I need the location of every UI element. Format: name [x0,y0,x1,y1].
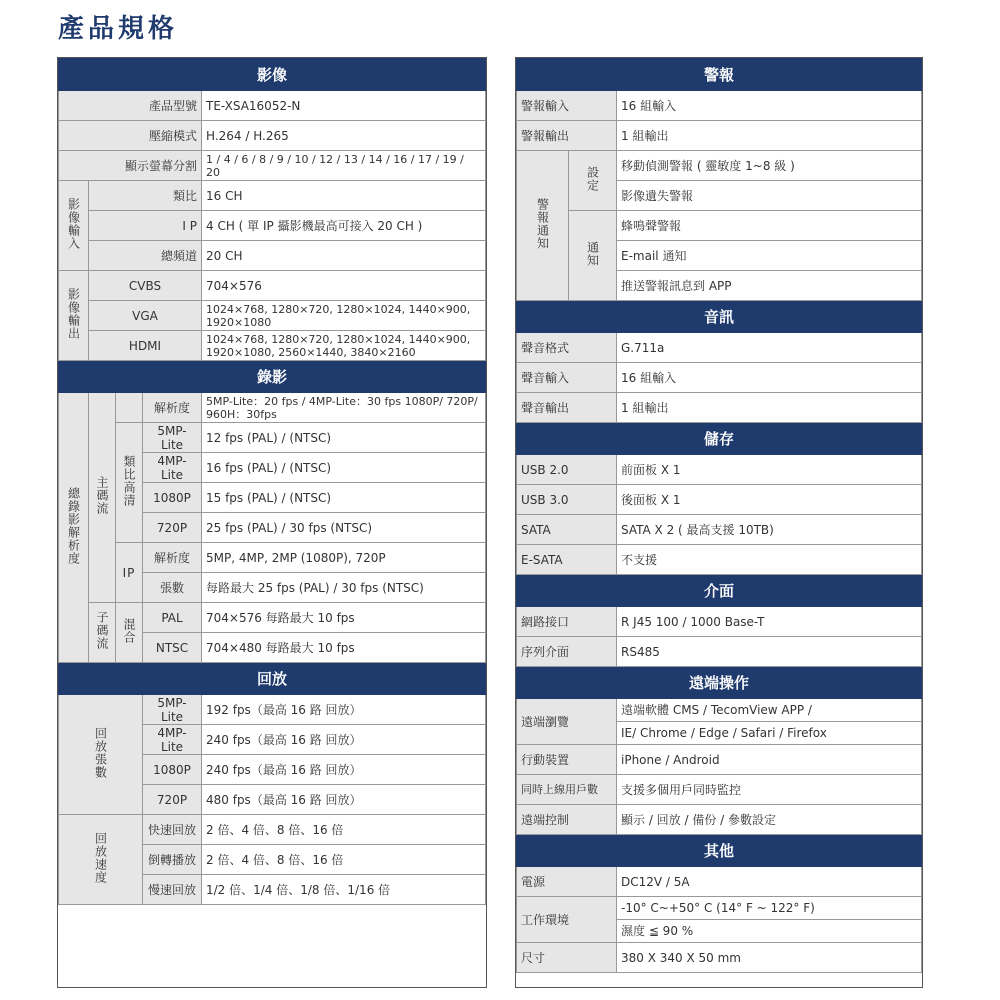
section-header-storage: 儲存 [517,423,922,455]
spec-value: 1 / 4 / 6 / 8 / 9 / 10 / 12 / 13 / 14 / 16 / 17 / 19 / 20 [202,151,486,181]
group-label-video-input: 影像輸入 [59,181,89,271]
spec-label: 4MP-Lite [143,725,202,755]
spec-value: 遠端軟體 CMS / TecomView APP / [617,699,922,722]
spec-value: 704×576 每路最大 10 fps [202,603,486,633]
spec-value: 濕度 ≦ 90 % [617,920,922,943]
spec-label: 類比 [89,181,202,211]
spec-label: VGA [89,301,202,331]
spec-value: 380 X 340 X 50 mm [617,943,922,973]
spec-label: 警報輸出 [517,121,617,151]
spec-value: 1/2 倍、1/4 倍、1/8 倍、1/16 倍 [202,875,486,905]
spec-label: CVBS [89,271,202,301]
group-label-playback-speed: 回放速度 [59,815,143,905]
section-header-record: 錄影 [59,361,486,393]
group-label-ip: IP [116,543,143,603]
spec-label: 4MP-Lite [143,453,202,483]
spec-value: 12 fps (PAL) / (NTSC) [202,423,486,453]
spec-label: 行動裝置 [517,745,617,775]
group-label-sub-stream: 子碼流 [89,603,116,663]
spec-label: USB 3.0 [517,485,617,515]
section-header-alarm: 警報 [517,59,922,91]
spec-value: IE/ Chrome / Edge / Safari / Firefox [617,722,922,745]
spec-value: SATA X 2 ( 最高支援 10TB) [617,515,922,545]
spec-label: 網路接口 [517,607,617,637]
page-title: 產品規格 [58,14,179,44]
spec-label: 遠端瀏覽 [517,699,617,745]
spec-label: 1080P [143,755,202,785]
spec-value: 240 fps（最高 16 路 回放） [202,755,486,785]
spec-value: R J45 100 / 1000 Base-T [617,607,922,637]
spec-label: 慢速回放 [143,875,202,905]
group-label-video-output: 影像輸出 [59,271,89,361]
spec-value: 前面板 X 1 [617,455,922,485]
left-spec-table [57,57,487,988]
spec-value: 25 fps (PAL) / 30 fps (NTSC) [202,513,486,543]
section-header-interface: 介面 [517,575,922,607]
spec-label: 工作環境 [517,897,617,943]
spec-label: 警報輸入 [517,91,617,121]
spec-value: iPhone / Android [617,745,922,775]
spec-label: 顯示螢幕分割 [59,151,202,181]
group-label-main-stream: 主碼流 [89,393,116,603]
spec-value: 16 CH [202,181,486,211]
group-label-setting: 設定 [569,151,617,211]
spec-value: 後面板 X 1 [617,485,922,515]
spec-value: 1 組輸出 [617,393,922,423]
spec-value: 1024×768, 1280×720, 1280×1024, 1440×900, 1920×1080, 2560×1440, 3840×2160 [202,331,486,361]
spec-value: 每路最大 25 fps (PAL) / 30 fps (NTSC) [202,573,486,603]
spec-value: 1 組輸出 [617,121,922,151]
spec-value: TE-XSA16052-N [202,91,486,121]
spec-value: 5MP, 4MP, 2MP (1080P), 720P [202,543,486,573]
spec-label: 720P [143,785,202,815]
spec-value: DC12V / 5A [617,867,922,897]
spec-label: HDMI [89,331,202,361]
spec-value: 支援多個用戶同時監控 [617,775,922,805]
spec-value: E-mail 通知 [617,241,922,271]
group-label-alarm-notify: 警報通知 [517,151,569,301]
section-header-other: 其他 [517,835,922,867]
group-label-notify: 通知 [569,211,617,301]
spec-label: PAL [143,603,202,633]
spec-value: 1024×768, 1280×720, 1280×1024, 1440×900, 1920×1080 [202,301,486,331]
spec-label: 遠端控制 [517,805,617,835]
spec-label: 倒轉播放 [143,845,202,875]
spec-value: 2 倍、4 倍、8 倍、16 倍 [202,815,486,845]
group-label-mixed: 混合 [116,603,143,663]
spec-value: 704×480 每路最大 10 fps [202,633,486,663]
spec-label: 聲音輸出 [517,393,617,423]
spec-value: 192 fps（最高 16 路 回放） [202,695,486,725]
spec-value: 4 CH ( 單 IP 攝影機最高可接入 20 CH ) [202,211,486,241]
spec-label: 電源 [517,867,617,897]
group-label-analog-hd: 類比高清 [116,423,143,543]
spec-label: 張數 [143,573,202,603]
spec-label: 5MP-Lite [143,423,202,453]
spec-value: 顯示 / 回放 / 備份 / 參數設定 [617,805,922,835]
spec-label: 快速回放 [143,815,202,845]
group-label-record-resolution: 總錄影解析度 [59,393,89,663]
spec-value: 2 倍、4 倍、8 倍、16 倍 [202,845,486,875]
spec-label: 總頻道 [89,241,202,271]
spec-label: USB 2.0 [517,455,617,485]
spec-value: 5MP-Lite：20 fps / 4MP-Lite：30 fps 1080P/ 720P/ 960H：30fps [202,393,486,423]
spec-value: 15 fps (PAL) / (NTSC) [202,483,486,513]
spec-value: 704×576 [202,271,486,301]
spec-label: 720P [143,513,202,543]
spec-value: 不支援 [617,545,922,575]
spec-value: 20 CH [202,241,486,271]
spec-label: 1080P [143,483,202,513]
spec-label: 產品型號 [59,91,202,121]
spec-value: 推送警報訊息到 APP [617,271,922,301]
section-header-audio: 音訊 [517,301,922,333]
spec-label: I P [89,211,202,241]
right-spec-table [515,57,923,988]
group-label-playback-frames: 回放張數 [59,695,143,815]
spec-label: 序列介面 [517,637,617,667]
spec-value: G.711a [617,333,922,363]
spec-label: 解析度 [143,543,202,573]
spec-value: 16 fps (PAL) / (NTSC) [202,453,486,483]
spec-value: 影像遺失警報 [617,181,922,211]
spec-label: 5MP-Lite [143,695,202,725]
spec-label: SATA [517,515,617,545]
spec-label: NTSC [143,633,202,663]
spec-label: 聲音輸入 [517,363,617,393]
section-header-remote: 遠端操作 [517,667,922,699]
section-header-video: 影像 [59,59,486,91]
spec-label: 聲音格式 [517,333,617,363]
section-header-playback: 回放 [59,663,486,695]
spec-value: RS485 [617,637,922,667]
spec-label: E-SATA [517,545,617,575]
spec-value: H.264 / H.265 [202,121,486,151]
spec-label: 尺寸 [517,943,617,973]
spec-label: 解析度 [143,393,202,423]
spec-label: 壓縮模式 [59,121,202,151]
spec-value: 480 fps（最高 16 路 回放） [202,785,486,815]
spec-label: 同時上線用戶數 [517,775,617,805]
spec-value: 移動偵測警報 ( 靈敏度 1~8 級 ) [617,151,922,181]
spec-value: -10° C~+50° C (14° F ~ 122° F) [617,897,922,920]
spec-value: 16 組輸入 [617,363,922,393]
spec-value: 蜂鳴聲警報 [617,211,922,241]
spec-value: 240 fps（最高 16 路 回放） [202,725,486,755]
spec-value: 16 組輸入 [617,91,922,121]
